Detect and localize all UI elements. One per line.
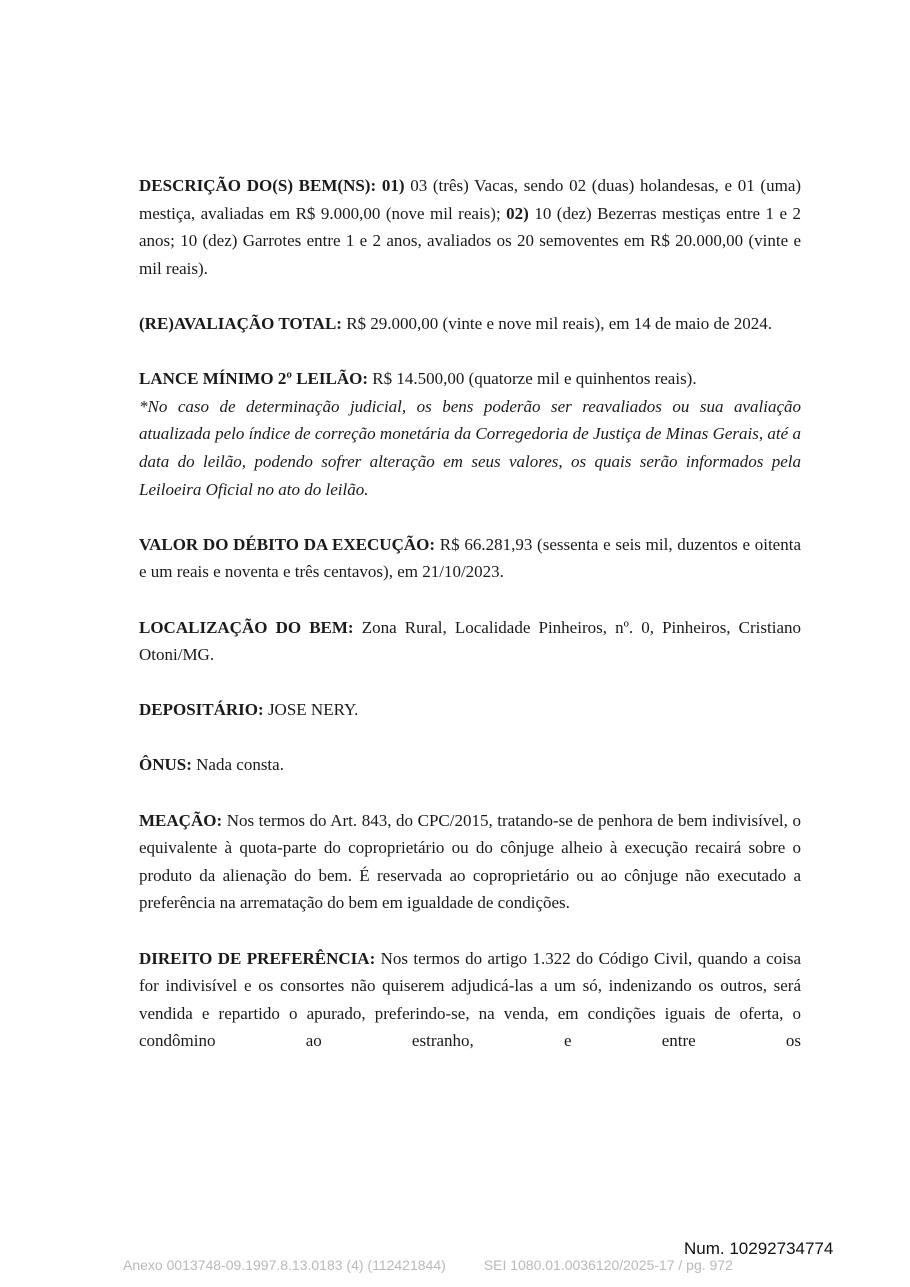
- descricao-item1-text: 03 (três) Vacas, sendo 02 (duas) holandesas, e 01 (uma) mestiça, avaliadas em R$ 9.000,00 (nove mil reais);: [139, 176, 802, 223]
- descricao-item2-text: 10 (dez) Bezerras mestiças entre 1 e 2 anos; 10 (dez) Garrotes entre 1 e 2 anos, avaliados os 20 semoventes em R$ 20.000,00 (vinte e mil reais).: [139, 203, 802, 278]
- document-body: [139, 172, 801, 1055]
- onus-paragraph: [139, 751, 801, 779]
- meacao-label: MEAÇÃO:: [139, 810, 223, 830]
- localizacao-paragraph: [139, 614, 801, 669]
- lance-paragraph: [139, 365, 801, 393]
- debito-label: VALOR DO DÉBITO DA EXECUÇÃO:: [139, 534, 436, 554]
- document-number-stamp: Num. 10292734774: [684, 1239, 834, 1258]
- localizacao-label: LOCALIZAÇÃO DO BEM:: [139, 617, 354, 637]
- reavaliacao-label: (RE)AVALIAÇÃO TOTAL:: [139, 313, 342, 333]
- descricao-paragraph: [139, 172, 801, 282]
- depositario-paragraph: [139, 696, 801, 724]
- meacao-text: Nos termos do Art. 843, do CPC/2015, tratando-se de penhora de bem indivisível, o equivalente à quota-parte do coproprietário ou do cônjuge alheio à execução recairá sobre o produto da alienação do bem. É reservada ao coproprietário ou ao cônjuge não executado a preferência na arrematação do bem em igualdade de condições.: [139, 810, 801, 913]
- depositario-text: JOSE NERY.: [267, 700, 359, 720]
- preferencia-label: DIREITO DE PREFERÊNCIA:: [139, 948, 376, 968]
- meacao-paragraph: [139, 807, 801, 917]
- depositario-label: DEPOSITÁRIO:: [139, 700, 264, 720]
- lance-label: LANCE MÍNIMO 2º LEILÃO:: [139, 369, 368, 389]
- preferencia-paragraph: [139, 945, 801, 1055]
- localizacao-text: Zona Rural, Localidade Pinheiros, nº. 0, Pinheiros, Cristiano Otoni/MG.: [139, 617, 801, 665]
- descricao-label: DESCRIÇÃO DO(S) BEM(NS):: [139, 176, 377, 195]
- debito-paragraph: [139, 531, 801, 586]
- descricao-item1-number: 01): [381, 176, 405, 195]
- onus-label: ÔNUS:: [139, 755, 192, 775]
- onus-text: Nada consta.: [196, 755, 284, 775]
- page-footer: [123, 1257, 733, 1273]
- footer-sei-reference: SEI 1080.01.0036120/2025-17 / pg. 972: [483, 1257, 733, 1273]
- reavaliacao-paragraph: [139, 310, 801, 338]
- lance-text: R$ 14.500,00 (quatorze mil e quinhentos reais).: [372, 369, 697, 389]
- descricao-item2-number: 02): [506, 203, 529, 223]
- preferencia-text: Nos termos do artigo 1.322 do Código Civil, quando a coisa for indivisível e os consortes não quiserem adjudicá-las a um só, indenizando os outros, será vendida e repartido o apurado, preferindo-se, na venda, em condições iguais de oferta, o condômino ao estranho, e entre os: [139, 948, 801, 1051]
- lance-note: *No caso de determinação judicial, os bens poderão ser reavaliados ou sua avaliação atualizada pelo índice de correção monetária da Corregedoria de Justiça de Minas Gerais, até a data do leilão, podendo sofrer alteração em seus valores, os quais serão informados pela Leiloeira Oficial no ato do leilão.: [139, 396, 801, 499]
- reavaliacao-text: R$ 29.000,00 (vinte e nove mil reais), em 14 de maio de 2024.: [346, 313, 773, 333]
- footer-anexo: Anexo 0013748-09.1997.8.13.0183 (4) (112421844): [123, 1257, 446, 1273]
- debito-text: R$ 66.281,93 (sessenta e seis mil, duzentos e oitenta e um reais e noventa e três centavos), em 21/10/2023.: [139, 534, 801, 582]
